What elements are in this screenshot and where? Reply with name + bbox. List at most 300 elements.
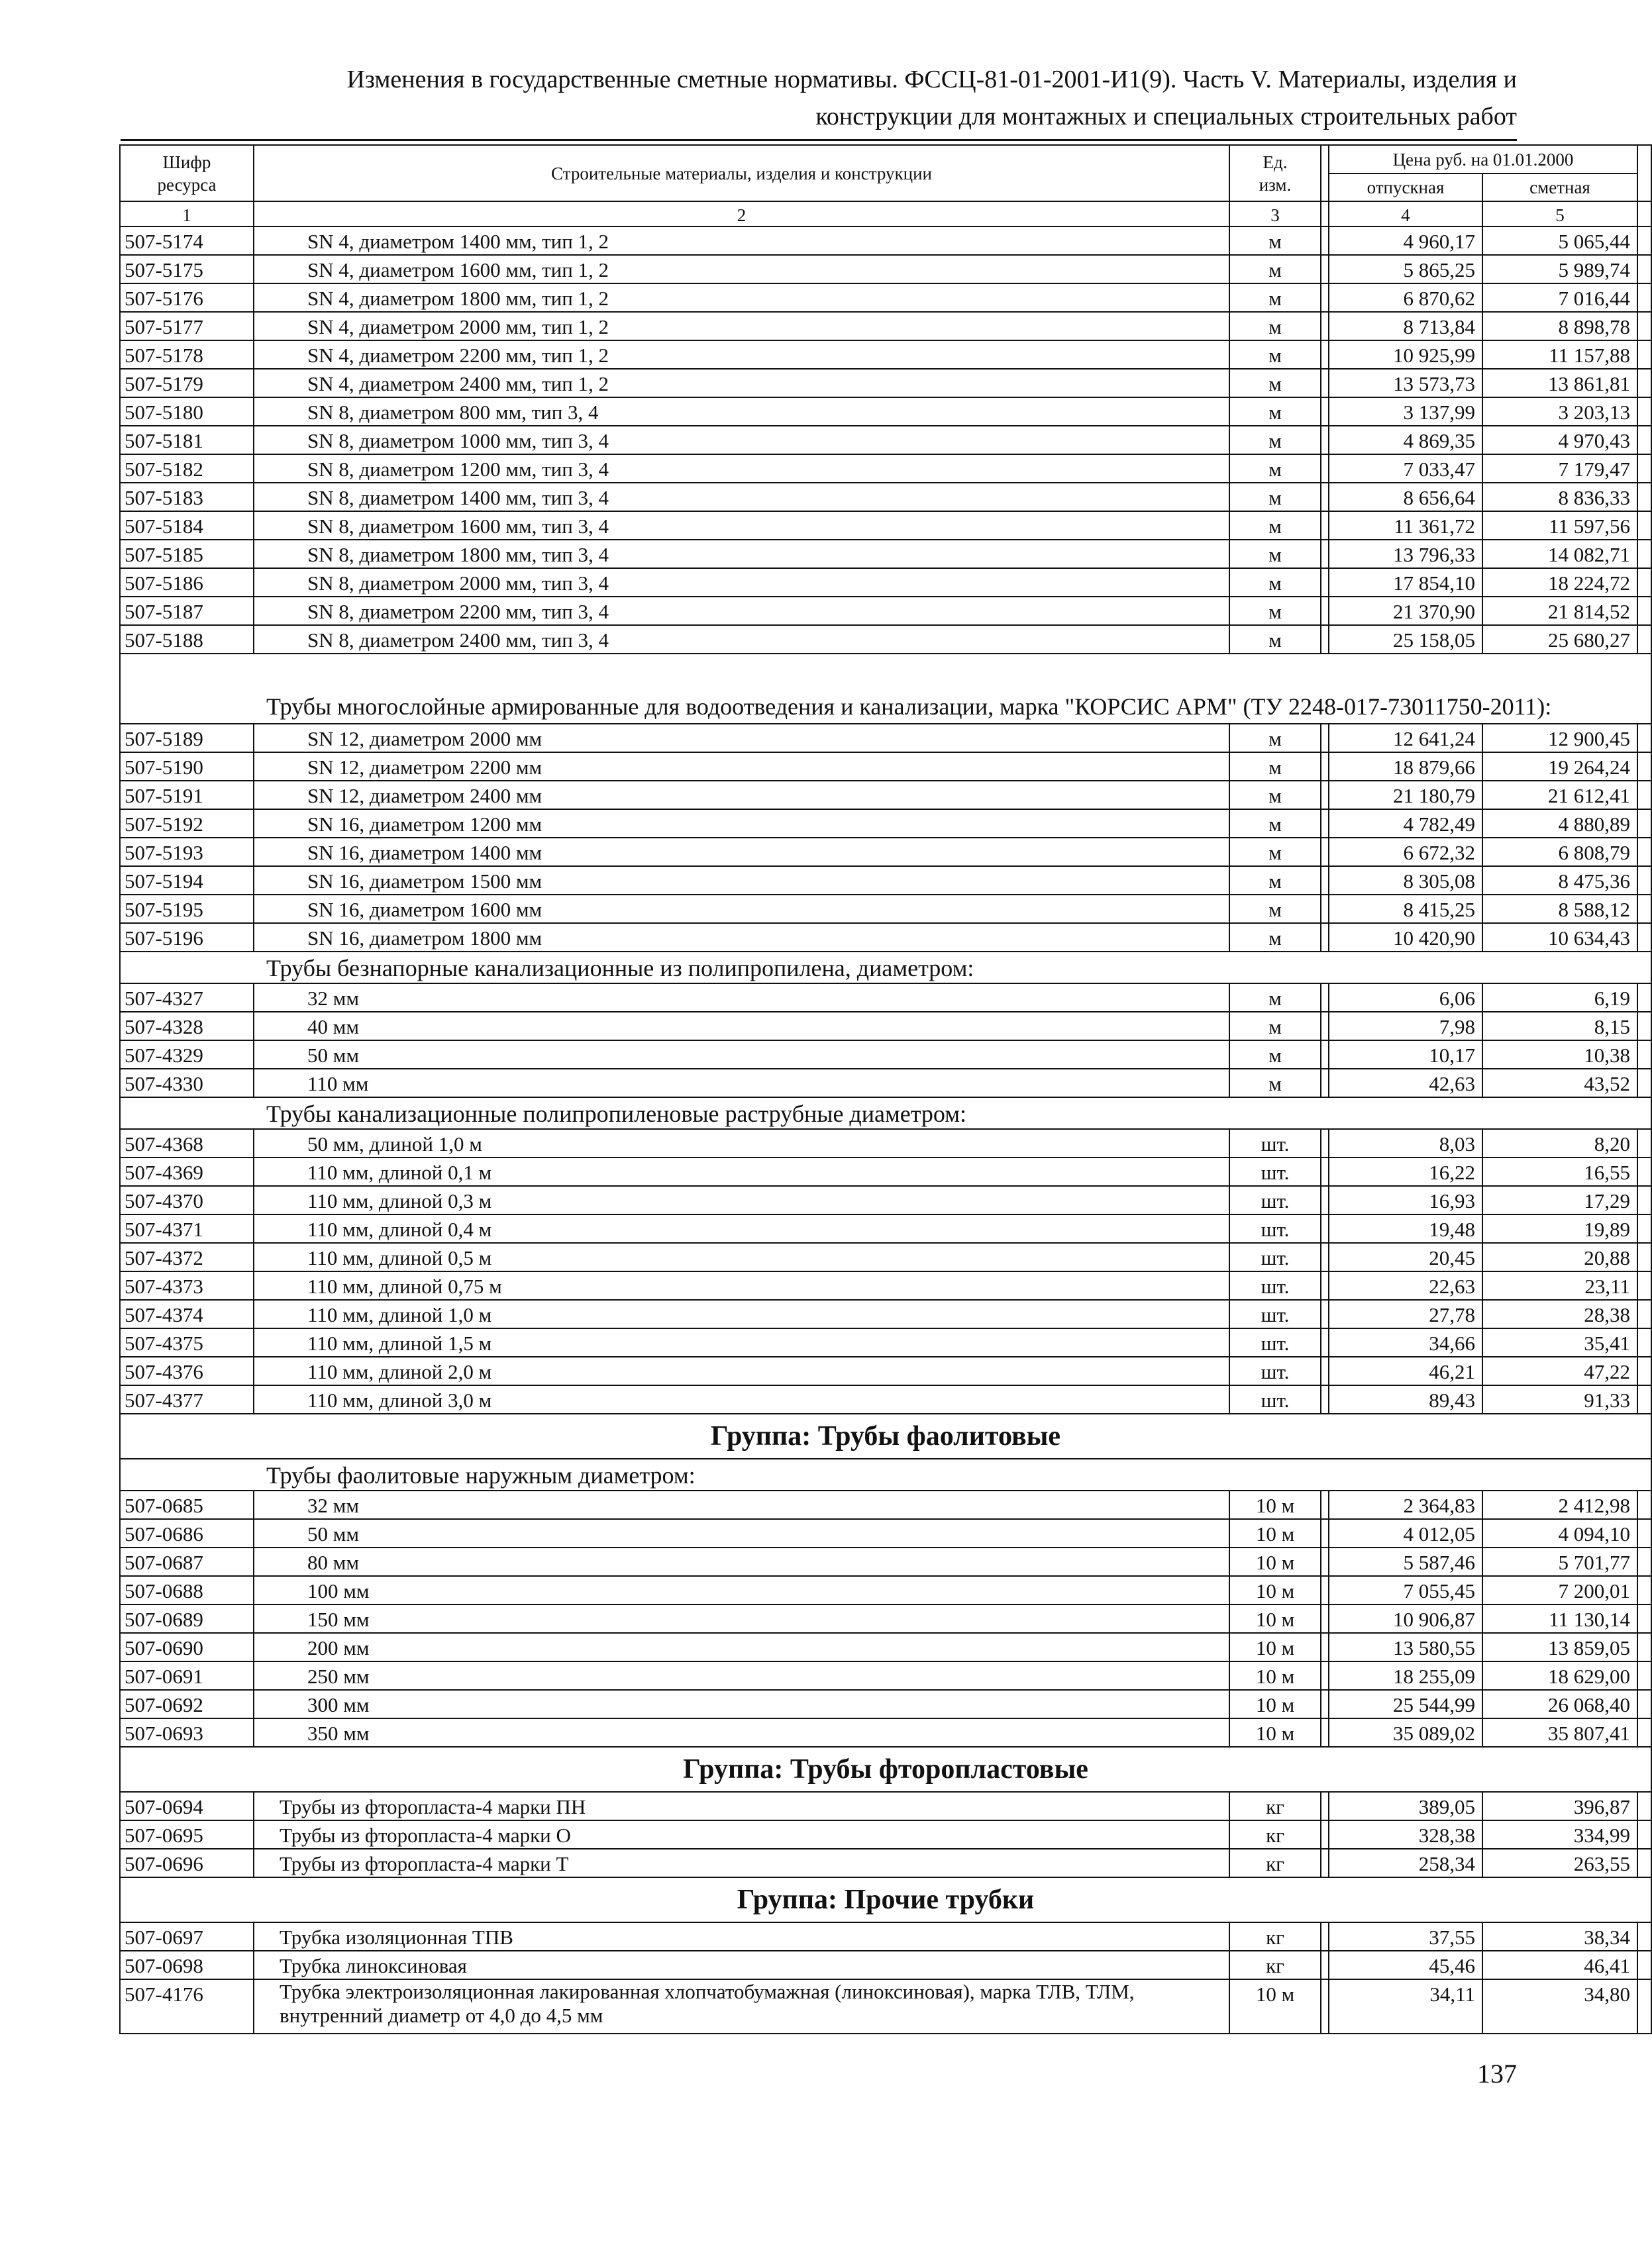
resource-code: 507-4328 bbox=[120, 1012, 254, 1040]
table-row bbox=[120, 1951, 1651, 1979]
group-row bbox=[120, 1414, 1651, 1459]
col-header-estimate-price: сметная bbox=[1482, 173, 1637, 201]
resource-code: 507-5196 bbox=[120, 923, 254, 952]
resource-code: 507-5175 bbox=[120, 255, 254, 283]
group-row bbox=[120, 1747, 1651, 1792]
unit-of-measure: м bbox=[1229, 923, 1321, 952]
material-name: 110 мм, длиной 0,75 м bbox=[254, 1271, 1229, 1300]
col-gap bbox=[1321, 1491, 1329, 1519]
unit-of-measure: шт. bbox=[1229, 1271, 1321, 1300]
release-price: 25 544,99 bbox=[1329, 1690, 1482, 1718]
table-row bbox=[120, 1300, 1651, 1328]
unit-of-measure: м bbox=[1229, 226, 1321, 255]
estimate-price: 38,34 bbox=[1482, 1922, 1637, 1951]
col-gap bbox=[1637, 1548, 1651, 1576]
header-line-2: конструкции для монтажных и специальных строительных работ bbox=[815, 103, 1517, 130]
col-gap bbox=[1637, 1951, 1651, 1979]
col-gap bbox=[1637, 1129, 1651, 1158]
estimate-price: 35 807,41 bbox=[1482, 1718, 1637, 1747]
col-gap bbox=[1637, 752, 1651, 781]
col-gap bbox=[1321, 426, 1329, 454]
resource-code: 507-5176 bbox=[120, 283, 254, 312]
release-price: 8 305,08 bbox=[1329, 866, 1482, 895]
estimate-price: 10 634,43 bbox=[1482, 923, 1637, 952]
material-name: 110 мм, длиной 3,0 м bbox=[254, 1385, 1229, 1414]
table-row bbox=[120, 426, 1651, 454]
table-row bbox=[120, 1271, 1651, 1300]
release-price: 7 055,45 bbox=[1329, 1576, 1482, 1604]
subheading-row bbox=[120, 654, 1651, 724]
col-header-release-price: отпускная bbox=[1329, 173, 1482, 201]
unit-of-measure: м bbox=[1229, 983, 1321, 1012]
subheading: Трубы безнапорные канализационные из полипропилена, диаметром: bbox=[120, 952, 1651, 983]
estimate-price: 17,29 bbox=[1482, 1186, 1637, 1214]
estimate-price: 8 475,36 bbox=[1482, 866, 1637, 895]
col-gap bbox=[1637, 809, 1651, 838]
col-gap bbox=[1637, 1357, 1651, 1385]
estimate-price: 5 989,74 bbox=[1482, 255, 1637, 283]
subheading-row bbox=[120, 1459, 1651, 1491]
resource-code: 507-4374 bbox=[120, 1300, 254, 1328]
estimate-price: 4 094,10 bbox=[1482, 1519, 1637, 1548]
resource-code: 507-5186 bbox=[120, 568, 254, 597]
unit-of-measure: м bbox=[1229, 568, 1321, 597]
col-gap bbox=[1321, 625, 1329, 654]
material-name: SN 16, диаметром 1500 мм bbox=[254, 866, 1229, 895]
estimate-price: 28,38 bbox=[1482, 1300, 1637, 1328]
release-price: 389,05 bbox=[1329, 1792, 1482, 1820]
material-name: Трубы из фторопласта-4 марки Т bbox=[254, 1849, 1229, 1877]
resource-code: 507-4377 bbox=[120, 1385, 254, 1414]
resource-code: 507-5195 bbox=[120, 895, 254, 923]
release-price: 34,66 bbox=[1329, 1328, 1482, 1357]
unit-of-measure: м bbox=[1229, 781, 1321, 809]
release-price: 8 415,25 bbox=[1329, 895, 1482, 923]
estimate-price: 21 814,52 bbox=[1482, 597, 1637, 625]
estimate-price: 2 412,98 bbox=[1482, 1491, 1637, 1519]
estimate-price: 8 836,33 bbox=[1482, 483, 1637, 511]
unit-of-measure: шт. bbox=[1229, 1357, 1321, 1385]
table-row bbox=[120, 1979, 1651, 2034]
price-table bbox=[119, 144, 1652, 2034]
material-name: SN 8, диаметром 800 мм, тип 3, 4 bbox=[254, 397, 1229, 426]
table-row bbox=[120, 540, 1651, 568]
col-gap bbox=[1637, 923, 1651, 952]
material-name: SN 4, диаметром 2400 мм, тип 1, 2 bbox=[254, 369, 1229, 397]
unit-of-measure: м bbox=[1229, 369, 1321, 397]
material-name: SN 4, диаметром 2200 мм, тип 1, 2 bbox=[254, 340, 1229, 369]
col-gap bbox=[1637, 201, 1651, 226]
resource-code: 507-5179 bbox=[120, 369, 254, 397]
col-gap bbox=[1637, 226, 1651, 255]
col-gap bbox=[1637, 1158, 1651, 1186]
col-gap bbox=[1321, 1792, 1329, 1820]
table-row bbox=[120, 1328, 1651, 1357]
estimate-price: 20,88 bbox=[1482, 1243, 1637, 1271]
estimate-price: 7 016,44 bbox=[1482, 283, 1637, 312]
col-gap bbox=[1321, 201, 1329, 226]
resource-code: 507-4370 bbox=[120, 1186, 254, 1214]
unit-of-measure: м bbox=[1229, 540, 1321, 568]
col-gap bbox=[1321, 255, 1329, 283]
unit-of-measure: м bbox=[1229, 625, 1321, 654]
estimate-price: 7 179,47 bbox=[1482, 454, 1637, 483]
group-title: Группа: Прочие трубки bbox=[120, 1877, 1651, 1922]
col-gap bbox=[1321, 397, 1329, 426]
material-name: SN 12, диаметром 2200 мм bbox=[254, 752, 1229, 781]
table-row bbox=[120, 1661, 1651, 1690]
header-divider bbox=[121, 139, 1517, 141]
material-name: 50 мм, длиной 1,0 м bbox=[254, 1129, 1229, 1158]
estimate-price: 4 970,43 bbox=[1482, 426, 1637, 454]
release-price: 21 370,90 bbox=[1329, 597, 1482, 625]
table-row bbox=[120, 1548, 1651, 1576]
material-name: SN 8, диаметром 1200 мм, тип 3, 4 bbox=[254, 454, 1229, 483]
col-gap bbox=[1321, 866, 1329, 895]
col-gap bbox=[1321, 540, 1329, 568]
release-price: 35 089,02 bbox=[1329, 1718, 1482, 1747]
material-name: Трубка электроизоляционная лакированная хлопчатобумажная (линоксиновая), марка ТЛВ, ТЛМ, внутренний диаметр от 4,0 до 4,5 мм bbox=[254, 1979, 1229, 2034]
col-gap bbox=[1321, 983, 1329, 1012]
unit-of-measure: м bbox=[1229, 426, 1321, 454]
unit-of-measure: м bbox=[1229, 838, 1321, 866]
release-price: 6 870,62 bbox=[1329, 283, 1482, 312]
resource-code: 507-5190 bbox=[120, 752, 254, 781]
release-price: 27,78 bbox=[1329, 1300, 1482, 1328]
resource-code: 507-4373 bbox=[120, 1271, 254, 1300]
material-name: 110 мм, длиной 0,1 м bbox=[254, 1158, 1229, 1186]
material-name: SN 8, диаметром 1000 мм, тип 3, 4 bbox=[254, 426, 1229, 454]
col-gap bbox=[1637, 597, 1651, 625]
resource-code: 507-5189 bbox=[120, 724, 254, 752]
material-name: 110 мм, длиной 0,5 м bbox=[254, 1243, 1229, 1271]
col-gap bbox=[1637, 483, 1651, 511]
col-num-2: 2 bbox=[254, 201, 1229, 226]
group-title: Группа: Трубы фторопластовые bbox=[120, 1747, 1651, 1792]
release-price: 13 573,73 bbox=[1329, 369, 1482, 397]
col-gap bbox=[1637, 1214, 1651, 1243]
estimate-price: 18 629,00 bbox=[1482, 1661, 1637, 1690]
unit-of-measure: 10 м bbox=[1229, 1979, 1321, 2034]
estimate-price: 12 900,45 bbox=[1482, 724, 1637, 752]
material-name: 40 мм bbox=[254, 1012, 1229, 1040]
estimate-price: 8 588,12 bbox=[1482, 895, 1637, 923]
release-price: 258,34 bbox=[1329, 1849, 1482, 1877]
release-price: 328,38 bbox=[1329, 1820, 1482, 1849]
unit-of-measure: м bbox=[1229, 809, 1321, 838]
table-row bbox=[120, 1012, 1651, 1040]
group-row bbox=[120, 1877, 1651, 1922]
col-gap bbox=[1321, 483, 1329, 511]
estimate-price: 396,87 bbox=[1482, 1792, 1637, 1820]
col-gap bbox=[1321, 923, 1329, 952]
unit-of-measure: шт. bbox=[1229, 1129, 1321, 1158]
material-name: 32 мм bbox=[254, 1491, 1229, 1519]
resource-code: 507-0687 bbox=[120, 1548, 254, 1576]
estimate-price: 47,22 bbox=[1482, 1357, 1637, 1385]
release-price: 21 180,79 bbox=[1329, 781, 1482, 809]
table-row bbox=[120, 1158, 1651, 1186]
material-name: SN 8, диаметром 2000 мм, тип 3, 4 bbox=[254, 568, 1229, 597]
release-price: 4 960,17 bbox=[1329, 226, 1482, 255]
col-num-5: 5 bbox=[1482, 201, 1637, 226]
material-name: SN 8, диаметром 2200 мм, тип 3, 4 bbox=[254, 597, 1229, 625]
table-row bbox=[120, 1519, 1651, 1548]
col-gap bbox=[1321, 1012, 1329, 1040]
resource-code: 507-4368 bbox=[120, 1129, 254, 1158]
column-number-row bbox=[120, 201, 1651, 226]
resource-code: 507-0696 bbox=[120, 1849, 254, 1877]
release-price: 12 641,24 bbox=[1329, 724, 1482, 752]
estimate-price: 8 898,78 bbox=[1482, 312, 1637, 340]
col-num-4: 4 bbox=[1329, 201, 1482, 226]
col-gap bbox=[1321, 895, 1329, 923]
table-row bbox=[120, 1576, 1651, 1604]
release-price: 13 796,33 bbox=[1329, 540, 1482, 568]
col-gap bbox=[1637, 1271, 1651, 1300]
unit-of-measure: м bbox=[1229, 752, 1321, 781]
release-price: 10 420,90 bbox=[1329, 923, 1482, 952]
table-row bbox=[120, 1849, 1651, 1877]
col-gap bbox=[1637, 838, 1651, 866]
table-row bbox=[120, 369, 1651, 397]
col-num-1: 1 bbox=[120, 201, 254, 226]
header-line-1: Изменения в государственные сметные нормативы. ФССЦ-81-01-2001-И1(9). Часть V. Материалы, изделия и bbox=[346, 66, 1517, 93]
col-gap bbox=[1637, 1922, 1651, 1951]
table-row bbox=[120, 752, 1651, 781]
col-gap bbox=[1321, 1328, 1329, 1357]
col-gap bbox=[1321, 511, 1329, 540]
col-gap bbox=[1637, 1576, 1651, 1604]
col-gap bbox=[1637, 283, 1651, 312]
unit-of-measure: шт. bbox=[1229, 1158, 1321, 1186]
col-gap bbox=[1321, 1979, 1329, 2034]
material-name: 80 мм bbox=[254, 1548, 1229, 1576]
material-name: 350 мм bbox=[254, 1718, 1229, 1747]
unit-of-measure: м bbox=[1229, 283, 1321, 312]
col-gap bbox=[1321, 1069, 1329, 1097]
col-gap bbox=[1321, 1548, 1329, 1576]
unit-of-measure: шт. bbox=[1229, 1243, 1321, 1271]
col-gap bbox=[1637, 1979, 1651, 2034]
unit-of-measure: м bbox=[1229, 597, 1321, 625]
col-gap bbox=[1321, 226, 1329, 255]
col-gap bbox=[1321, 1661, 1329, 1690]
col-gap bbox=[1321, 1129, 1329, 1158]
page-header bbox=[119, 61, 1517, 135]
unit-of-measure: 10 м bbox=[1229, 1519, 1321, 1548]
material-name: 250 мм bbox=[254, 1661, 1229, 1690]
resource-code: 507-0688 bbox=[120, 1576, 254, 1604]
material-name: Трубка линоксиновая bbox=[254, 1951, 1229, 1979]
release-price: 4 869,35 bbox=[1329, 426, 1482, 454]
table-row bbox=[120, 781, 1651, 809]
unit-of-measure: м bbox=[1229, 724, 1321, 752]
col-gap bbox=[1637, 397, 1651, 426]
release-price: 19,48 bbox=[1329, 1214, 1482, 1243]
col-gap bbox=[1637, 866, 1651, 895]
unit-of-measure: 10 м bbox=[1229, 1718, 1321, 1747]
release-price: 6 672,32 bbox=[1329, 838, 1482, 866]
unit-of-measure: 10 м bbox=[1229, 1576, 1321, 1604]
estimate-price: 35,41 bbox=[1482, 1328, 1637, 1357]
col-gap bbox=[1637, 1300, 1651, 1328]
estimate-price: 3 203,13 bbox=[1482, 397, 1637, 426]
col-gap bbox=[1637, 1069, 1651, 1097]
release-price: 20,45 bbox=[1329, 1243, 1482, 1271]
col-gap bbox=[1321, 838, 1329, 866]
material-name: 110 мм, длиной 0,4 м bbox=[254, 1214, 1229, 1243]
table-row bbox=[120, 895, 1651, 923]
col-gap bbox=[1321, 1243, 1329, 1271]
release-price: 3 137,99 bbox=[1329, 397, 1482, 426]
material-name: Трубы из фторопласта-4 марки О bbox=[254, 1820, 1229, 1849]
release-price: 45,46 bbox=[1329, 1951, 1482, 1979]
estimate-price: 34,80 bbox=[1482, 1979, 1637, 2034]
release-price: 22,63 bbox=[1329, 1271, 1482, 1300]
col-gap bbox=[1321, 568, 1329, 597]
subheading: Трубы многослойные армированные для водоотведения и канализации, марка "КОРСИС АРМ" (ТУ 2248-017-73011750-2011): bbox=[120, 654, 1651, 724]
material-name: SN 8, диаметром 1400 мм, тип 3, 4 bbox=[254, 483, 1229, 511]
col-header-code: Шифр ресурса bbox=[120, 145, 254, 201]
release-price: 16,93 bbox=[1329, 1186, 1482, 1214]
material-name: 32 мм bbox=[254, 983, 1229, 1012]
unit-of-measure: м bbox=[1229, 483, 1321, 511]
resource-code: 507-0698 bbox=[120, 1951, 254, 1979]
col-gap bbox=[1321, 1576, 1329, 1604]
col-gap bbox=[1321, 1271, 1329, 1300]
unit-of-measure: шт. bbox=[1229, 1300, 1321, 1328]
group-title: Группа: Трубы фаолитовые bbox=[120, 1414, 1651, 1459]
table-row bbox=[120, 1069, 1651, 1097]
col-gap bbox=[1637, 983, 1651, 1012]
unit-of-measure: м bbox=[1229, 895, 1321, 923]
col-gap bbox=[1637, 145, 1651, 201]
resource-code: 507-4369 bbox=[120, 1158, 254, 1186]
table-row bbox=[120, 724, 1651, 752]
col-num-3: 3 bbox=[1229, 201, 1321, 226]
table-row bbox=[120, 625, 1651, 654]
col-gap bbox=[1637, 1519, 1651, 1548]
estimate-price: 91,33 bbox=[1482, 1385, 1637, 1414]
table-row bbox=[120, 340, 1651, 369]
unit-of-measure: м bbox=[1229, 511, 1321, 540]
resource-code: 507-5184 bbox=[120, 511, 254, 540]
estimate-price: 46,41 bbox=[1482, 1951, 1637, 1979]
release-price: 10,17 bbox=[1329, 1040, 1482, 1069]
unit-of-measure: 10 м bbox=[1229, 1548, 1321, 1576]
resource-code: 507-5191 bbox=[120, 781, 254, 809]
resource-code: 507-0697 bbox=[120, 1922, 254, 1951]
material-name: 150 мм bbox=[254, 1604, 1229, 1633]
col-gap bbox=[1321, 454, 1329, 483]
col-gap bbox=[1637, 1718, 1651, 1747]
estimate-price: 7 200,01 bbox=[1482, 1576, 1637, 1604]
material-name: SN 8, диаметром 1600 мм, тип 3, 4 bbox=[254, 511, 1229, 540]
table-row bbox=[120, 809, 1651, 838]
col-gap bbox=[1637, 724, 1651, 752]
resource-code: 507-5180 bbox=[120, 397, 254, 426]
estimate-price: 8,15 bbox=[1482, 1012, 1637, 1040]
release-price: 13 580,55 bbox=[1329, 1633, 1482, 1661]
material-name: 300 мм bbox=[254, 1690, 1229, 1718]
col-gap bbox=[1637, 1690, 1651, 1718]
col-gap bbox=[1637, 781, 1651, 809]
unit-of-measure: 10 м bbox=[1229, 1690, 1321, 1718]
col-gap bbox=[1637, 1040, 1651, 1069]
table-row bbox=[120, 397, 1651, 426]
resource-code: 507-0686 bbox=[120, 1519, 254, 1548]
release-price: 4 012,05 bbox=[1329, 1519, 1482, 1548]
release-price: 11 361,72 bbox=[1329, 511, 1482, 540]
col-gap bbox=[1321, 1690, 1329, 1718]
release-price: 8 713,84 bbox=[1329, 312, 1482, 340]
col-gap bbox=[1321, 1922, 1329, 1951]
col-gap bbox=[1321, 1633, 1329, 1661]
estimate-price: 263,55 bbox=[1482, 1849, 1637, 1877]
release-price: 42,63 bbox=[1329, 1069, 1482, 1097]
estimate-price: 8,20 bbox=[1482, 1129, 1637, 1158]
col-gap bbox=[1637, 312, 1651, 340]
unit-of-measure: 10 м bbox=[1229, 1491, 1321, 1519]
table-row bbox=[120, 568, 1651, 597]
unit-of-measure: м bbox=[1229, 312, 1321, 340]
subheading: Трубы канализационные полипропиленовые раструбные диаметром: bbox=[120, 1097, 1651, 1129]
col-gap bbox=[1321, 781, 1329, 809]
material-name: SN 4, диаметром 2000 мм, тип 1, 2 bbox=[254, 312, 1229, 340]
release-price: 10 906,87 bbox=[1329, 1604, 1482, 1633]
estimate-price: 19 264,24 bbox=[1482, 752, 1637, 781]
release-price: 10 925,99 bbox=[1329, 340, 1482, 369]
col-gap bbox=[1637, 426, 1651, 454]
col-gap bbox=[1637, 454, 1651, 483]
resource-code: 507-5183 bbox=[120, 483, 254, 511]
col-gap bbox=[1637, 1661, 1651, 1690]
estimate-price: 18 224,72 bbox=[1482, 568, 1637, 597]
col-gap bbox=[1637, 1012, 1651, 1040]
material-name: SN 16, диаметром 1800 мм bbox=[254, 923, 1229, 952]
release-price: 4 782,49 bbox=[1329, 809, 1482, 838]
col-gap bbox=[1637, 895, 1651, 923]
col-gap bbox=[1321, 1385, 1329, 1414]
col-gap bbox=[1321, 1849, 1329, 1877]
table-row bbox=[120, 1718, 1651, 1747]
table-row bbox=[120, 866, 1651, 895]
unit-of-measure: 10 м bbox=[1229, 1633, 1321, 1661]
page-number: 137 bbox=[1477, 2059, 1517, 2089]
estimate-price: 11 157,88 bbox=[1482, 340, 1637, 369]
estimate-price: 26 068,40 bbox=[1482, 1690, 1637, 1718]
col-gap bbox=[1637, 369, 1651, 397]
resource-code: 507-4176 bbox=[120, 1979, 254, 2034]
estimate-price: 19,89 bbox=[1482, 1214, 1637, 1243]
release-price: 2 364,83 bbox=[1329, 1491, 1482, 1519]
estimate-price: 13 859,05 bbox=[1482, 1633, 1637, 1661]
col-gap bbox=[1637, 1604, 1651, 1633]
col-gap bbox=[1321, 283, 1329, 312]
col-gap bbox=[1637, 1820, 1651, 1849]
estimate-price: 13 861,81 bbox=[1482, 369, 1637, 397]
table-row bbox=[120, 1129, 1651, 1158]
estimate-price: 43,52 bbox=[1482, 1069, 1637, 1097]
resource-code: 507-5187 bbox=[120, 597, 254, 625]
release-price: 37,55 bbox=[1329, 1922, 1482, 1951]
release-price: 17 854,10 bbox=[1329, 568, 1482, 597]
material-name: 110 мм, длиной 0,3 м bbox=[254, 1186, 1229, 1214]
col-gap bbox=[1321, 597, 1329, 625]
table-row bbox=[120, 1040, 1651, 1069]
table-row bbox=[120, 483, 1651, 511]
